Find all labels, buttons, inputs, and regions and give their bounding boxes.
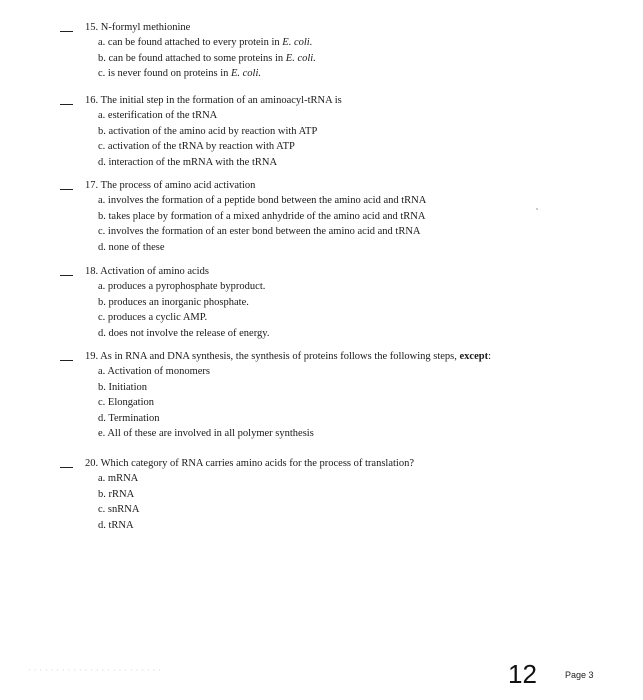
question-text [85, 20, 190, 35]
question-15 [60, 20, 620, 82]
option-letter: c. [98, 141, 106, 152]
option-letter: a. [98, 110, 106, 121]
option-letter: d. [98, 412, 106, 424]
answer-blank[interactable] [60, 189, 73, 190]
question-number: 19. [85, 351, 99, 362]
question-stem-text: Which category of RNA carries amino acids for the process of translation? [100, 458, 414, 469]
answer-blank[interactable] [60, 104, 73, 105]
option-text: can be found attached to every protein in [107, 37, 283, 48]
option-text: snRNA [107, 504, 140, 515]
option-text: produces a cyclic AMP. [107, 312, 208, 323]
question-text [85, 93, 342, 108]
option-italic-text: E. coli. [282, 37, 313, 48]
option-text: tRNA [108, 519, 134, 531]
answer-option [60, 224, 620, 240]
question-text [85, 264, 209, 279]
option-letter: b. [98, 488, 106, 500]
question-number: 17. [85, 180, 99, 191]
answer-option [60, 124, 620, 140]
answer-option [60, 155, 620, 171]
option-letter: a. [98, 281, 106, 292]
option-letter: e. [98, 428, 106, 439]
option-text: All of these are involved in all polymer synthesis [107, 428, 314, 439]
answer-blank[interactable] [60, 275, 73, 276]
option-letter: c. [98, 504, 106, 515]
page-number: 12 [508, 659, 537, 689]
answer-option [60, 487, 620, 503]
option-text: Activation of monomers [107, 366, 210, 377]
faint-footer-scan-artifact: · · · · · · · · · · · · · · · · · · · · · · · · [28, 666, 162, 675]
answer-option [60, 51, 620, 67]
answer-option [60, 35, 620, 51]
option-text: involves the formation of an ester bond between the amino acid and tRNA [107, 226, 421, 237]
answer-option [60, 108, 620, 124]
option-text: does not involve the release of energy. [108, 327, 270, 339]
scan-speck [536, 208, 538, 210]
option-letter: a. [98, 473, 106, 484]
option-text: activation of the amino acid by reaction with ATP [108, 125, 318, 137]
question-text [85, 349, 491, 364]
option-letter: d. [98, 241, 106, 253]
option-text: none of these [108, 241, 165, 253]
question-number: 16. [85, 95, 99, 106]
option-text: Initiation [108, 381, 147, 393]
answer-option [60, 364, 620, 380]
answer-option [60, 426, 620, 442]
question-stem [60, 456, 620, 471]
answer-option [60, 193, 620, 209]
option-italic-text: E. coli. [230, 68, 262, 79]
answer-option [60, 240, 620, 256]
answer-blank[interactable] [60, 360, 73, 361]
question-stem-text: As in RNA and DNA synthesis, the synthesis of proteins follows the following steps, [100, 351, 460, 362]
question-stem-text: The process of amino acid activation [100, 180, 256, 191]
option-letter: d. [98, 327, 106, 339]
question-number: 20. [85, 458, 99, 469]
option-letter: b. [98, 125, 106, 137]
answer-option [60, 139, 620, 155]
option-text: takes place by formation of a mixed anhydride of the amino acid and tRNA [108, 210, 426, 222]
answer-option [60, 326, 620, 342]
option-text: can be found attached to some proteins in [108, 52, 286, 64]
option-letter: c. [98, 312, 106, 323]
answer-blank[interactable] [60, 467, 73, 468]
option-text: produces an inorganic phosphate. [108, 296, 249, 308]
option-letter: d. [98, 156, 106, 168]
answer-option [60, 518, 620, 534]
question-stem [60, 264, 620, 279]
answer-option [60, 310, 620, 326]
question-number: 15. [85, 22, 99, 33]
punctuation: : [488, 351, 491, 362]
question-19 [60, 349, 620, 442]
option-letter: c. [98, 397, 106, 408]
question-stem-text: Activation of amino acids [100, 266, 209, 277]
question-stem [60, 178, 620, 193]
answer-blank[interactable] [60, 31, 73, 32]
answer-option [60, 380, 620, 396]
emphasis-text: except [459, 351, 489, 362]
option-letter: c. [98, 68, 106, 79]
option-letter: a. [98, 195, 106, 206]
question-text [85, 456, 414, 471]
question-stem [60, 349, 620, 364]
option-letter: b. [98, 381, 106, 393]
option-text: Elongation [107, 397, 154, 408]
page-label: Page 3 [565, 670, 594, 680]
answer-option [60, 395, 620, 411]
option-text: Termination [108, 412, 160, 424]
option-text: is never found on proteins in [107, 68, 231, 79]
answer-option [60, 295, 620, 311]
option-text: mRNA [107, 473, 139, 484]
answer-option [60, 209, 620, 225]
option-letter: a. [98, 366, 106, 377]
question-18 [60, 264, 620, 341]
option-text: produces a pyrophosphate byproduct. [107, 281, 266, 292]
question-20 [60, 456, 620, 533]
question-stem-text: N-formyl methionine [100, 22, 191, 33]
option-letter: c. [98, 226, 106, 237]
option-text: activation of the tRNA by reaction with ATP [107, 141, 295, 152]
question-stem-text: The initial step in the formation of an aminoacyl-tRNA is [100, 95, 342, 106]
answer-option [60, 66, 620, 82]
option-text: involves the formation of a peptide bond between the amino acid and tRNA [107, 195, 427, 206]
question-17 [60, 178, 620, 255]
option-italic-text: E. coli. [285, 52, 316, 64]
question-stem [60, 20, 620, 35]
option-letter: b. [98, 296, 106, 308]
option-text: interaction of the mRNA with the tRNA [108, 156, 278, 168]
option-letter: d. [98, 519, 106, 531]
question-stem [60, 93, 620, 108]
answer-option [60, 411, 620, 427]
answer-option [60, 502, 620, 518]
question-16 [60, 93, 620, 170]
option-letter: a. [98, 37, 106, 48]
answer-option [60, 279, 620, 295]
question-text [85, 178, 255, 193]
answer-option [60, 471, 620, 487]
option-text: esterification of the tRNA [107, 110, 218, 121]
question-number: 18. [85, 266, 99, 277]
option-text: rRNA [108, 488, 135, 500]
option-letter: b. [98, 210, 106, 222]
option-letter: b. [98, 52, 106, 64]
